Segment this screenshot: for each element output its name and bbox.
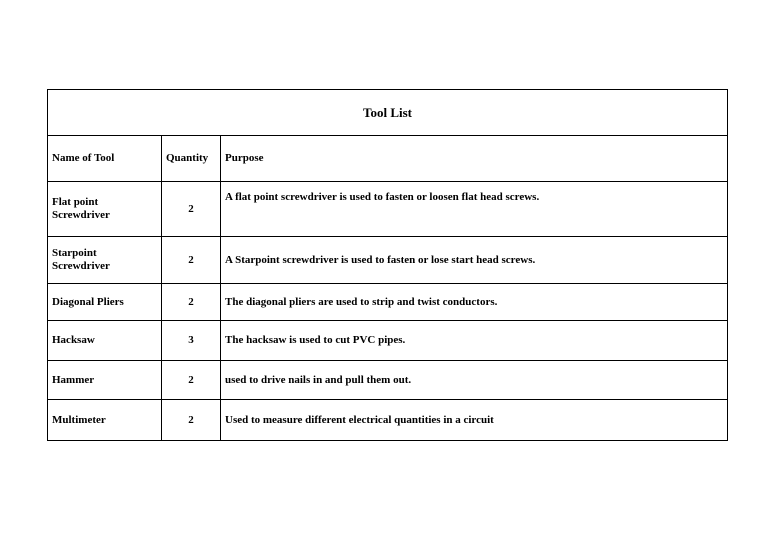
tool-purpose-cell: The hacksaw is used to cut PVC pipes. [221, 321, 728, 361]
tool-quantity-cell: 3 [162, 321, 221, 361]
table-title: Tool List [48, 90, 728, 136]
table-row [48, 237, 728, 284]
tool-name-cell: Hacksaw [48, 321, 162, 361]
table-row [48, 284, 728, 321]
tool-list-table [47, 89, 728, 441]
table-row [48, 182, 728, 237]
tool-purpose-cell: The diagonal pliers are used to strip and twist conductors. [221, 284, 728, 321]
table-row [48, 400, 728, 441]
tool-quantity-cell: 2 [162, 182, 221, 237]
tool-name-cell: Multimeter [48, 400, 162, 441]
header-name-of-tool: Name of Tool [48, 136, 162, 182]
tool-purpose-cell: A flat point screwdriver is used to fasten or loosen flat head screws. [221, 182, 728, 237]
tool-name-cell: Flat point Screwdriver [48, 182, 162, 237]
tool-quantity-cell: 2 [162, 400, 221, 441]
tool-name-cell: Diagonal Pliers [48, 284, 162, 321]
tool-purpose-cell: Used to measure different electrical quantities in a circuit [221, 400, 728, 441]
table-header-row [48, 136, 728, 182]
tool-quantity-cell: 2 [162, 284, 221, 321]
tool-purpose-cell: A Starpoint screwdriver is used to fasten or lose start head screws. [221, 237, 728, 284]
tool-name-cell: Hammer [48, 361, 162, 400]
tool-quantity-cell: 2 [162, 237, 221, 284]
tool-name-cell: Starpoint Screwdriver [48, 237, 162, 284]
table-title-row [48, 90, 728, 136]
header-purpose: Purpose [221, 136, 728, 182]
tool-purpose-cell: used to drive nails in and pull them out. [221, 361, 728, 400]
table-row [48, 361, 728, 400]
header-quantity: Quantity [162, 136, 221, 182]
table-row [48, 321, 728, 361]
tool-quantity-cell: 2 [162, 361, 221, 400]
